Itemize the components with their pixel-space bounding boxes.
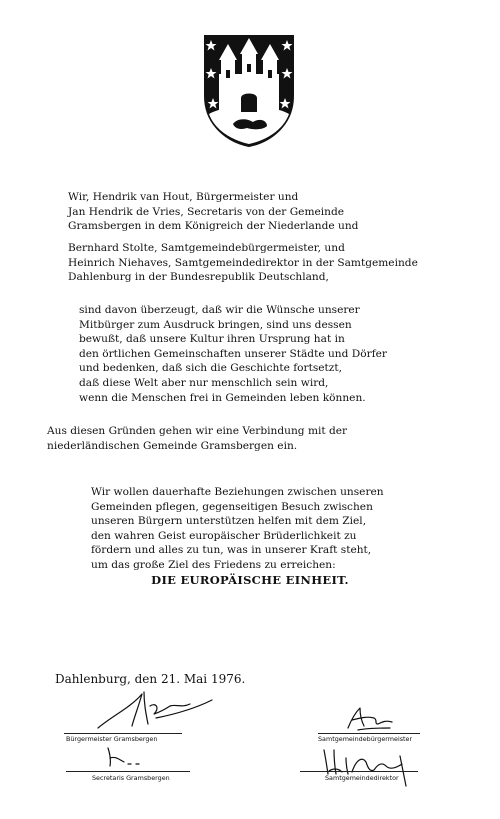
text-line: um das große Ziel des Friedens zu erreichen: xyxy=(91,558,336,571)
text-line: Heinrich Niehaves, Samtgemeindedirektor in der Samtgemeinde xyxy=(68,256,418,269)
signature-line xyxy=(300,771,418,772)
dateline: Dahlenburg, den 21. Mai 1976. xyxy=(55,672,246,686)
caption-mayor-gramsbergen: Bürgermeister Gramsbergen xyxy=(66,735,158,743)
signature-samtgemeinde-mayor xyxy=(338,706,398,732)
caption-samtgemeinde-mayor: Samtgemeindebürgermeister xyxy=(318,735,413,743)
text-line: sind davon überzeugt, daß wir die Wünsche unserer xyxy=(79,304,360,316)
text-line: Wir wollen dauerhafte Beziehungen zwischen unseren xyxy=(91,486,384,498)
text-line: daß diese Welt aber nur menschlich sein wird, xyxy=(79,376,329,389)
text-line: Gramsbergen in dem Königreich der Niederlande und xyxy=(68,220,359,233)
text-line: fördern und alles zu tun, was in unserer Kraft steht, xyxy=(91,544,372,557)
text-line: den örtlichen Gemeinschaften unserer Städte und Dörfer xyxy=(79,347,387,360)
signature-line xyxy=(318,733,420,734)
signature-line xyxy=(64,733,182,734)
closing-heading: DIE EUROPÄISCHE EINHEIT. xyxy=(151,573,349,587)
text-line: und bedenken, daß sich die Geschichte fortsetzt, xyxy=(79,362,343,375)
text-line: Dahlenburg in der Bundesrepublik Deutschland, xyxy=(68,271,329,284)
text-line: Gemeinden pflegen, gegenseitigen Besuch zwischen xyxy=(91,500,373,513)
text-line: Bernhard Stolte, Samtgemeindebürgermeister, und xyxy=(68,242,345,254)
signature-secretary-gramsbergen xyxy=(98,744,148,770)
caption-secretary-gramsbergen: Secretaris Gramsbergen xyxy=(92,774,170,782)
signature-line xyxy=(66,771,190,772)
caption-samtgemeinde-director: Samtgemeindedirektor xyxy=(325,774,399,782)
paragraph-german-signatories xyxy=(68,241,488,285)
text-line: Wir, Hendrik van Hout, Bürgermeister und xyxy=(68,191,299,203)
text-line: Aus diesen Gründen gehen wir eine Verbindung mit der xyxy=(47,425,348,437)
text-line: Mitbürger zum Ausdruck bringen, sind uns dessen xyxy=(79,318,352,331)
signature-samtgemeinde-director xyxy=(318,742,428,790)
paragraph-dutch-signatories xyxy=(68,190,478,234)
text-line: wenn die Menschen frei in Gemeinden leben können. xyxy=(79,391,366,404)
signature-mayor-gramsbergen xyxy=(86,686,216,732)
paragraph-conviction xyxy=(79,303,484,405)
coat-of-arms-icon xyxy=(203,34,295,148)
paragraph-commitment xyxy=(91,485,481,573)
text-line: niederländischen Gemeinde Gramsbergen ein. xyxy=(47,439,298,452)
text-line: Jan Hendrik de Vries, Secretaris von der Gemeinde xyxy=(68,205,345,218)
text-line: unseren Bürgern unterstützen helfen mit dem Ziel, xyxy=(91,515,367,528)
paragraph-partnership xyxy=(47,424,467,453)
text-line: bewußt, daß unsere Kultur ihren Ursprung hat in xyxy=(79,333,345,346)
text-line: den wahren Geist europäischer Brüderlichkeit zu xyxy=(91,529,357,542)
